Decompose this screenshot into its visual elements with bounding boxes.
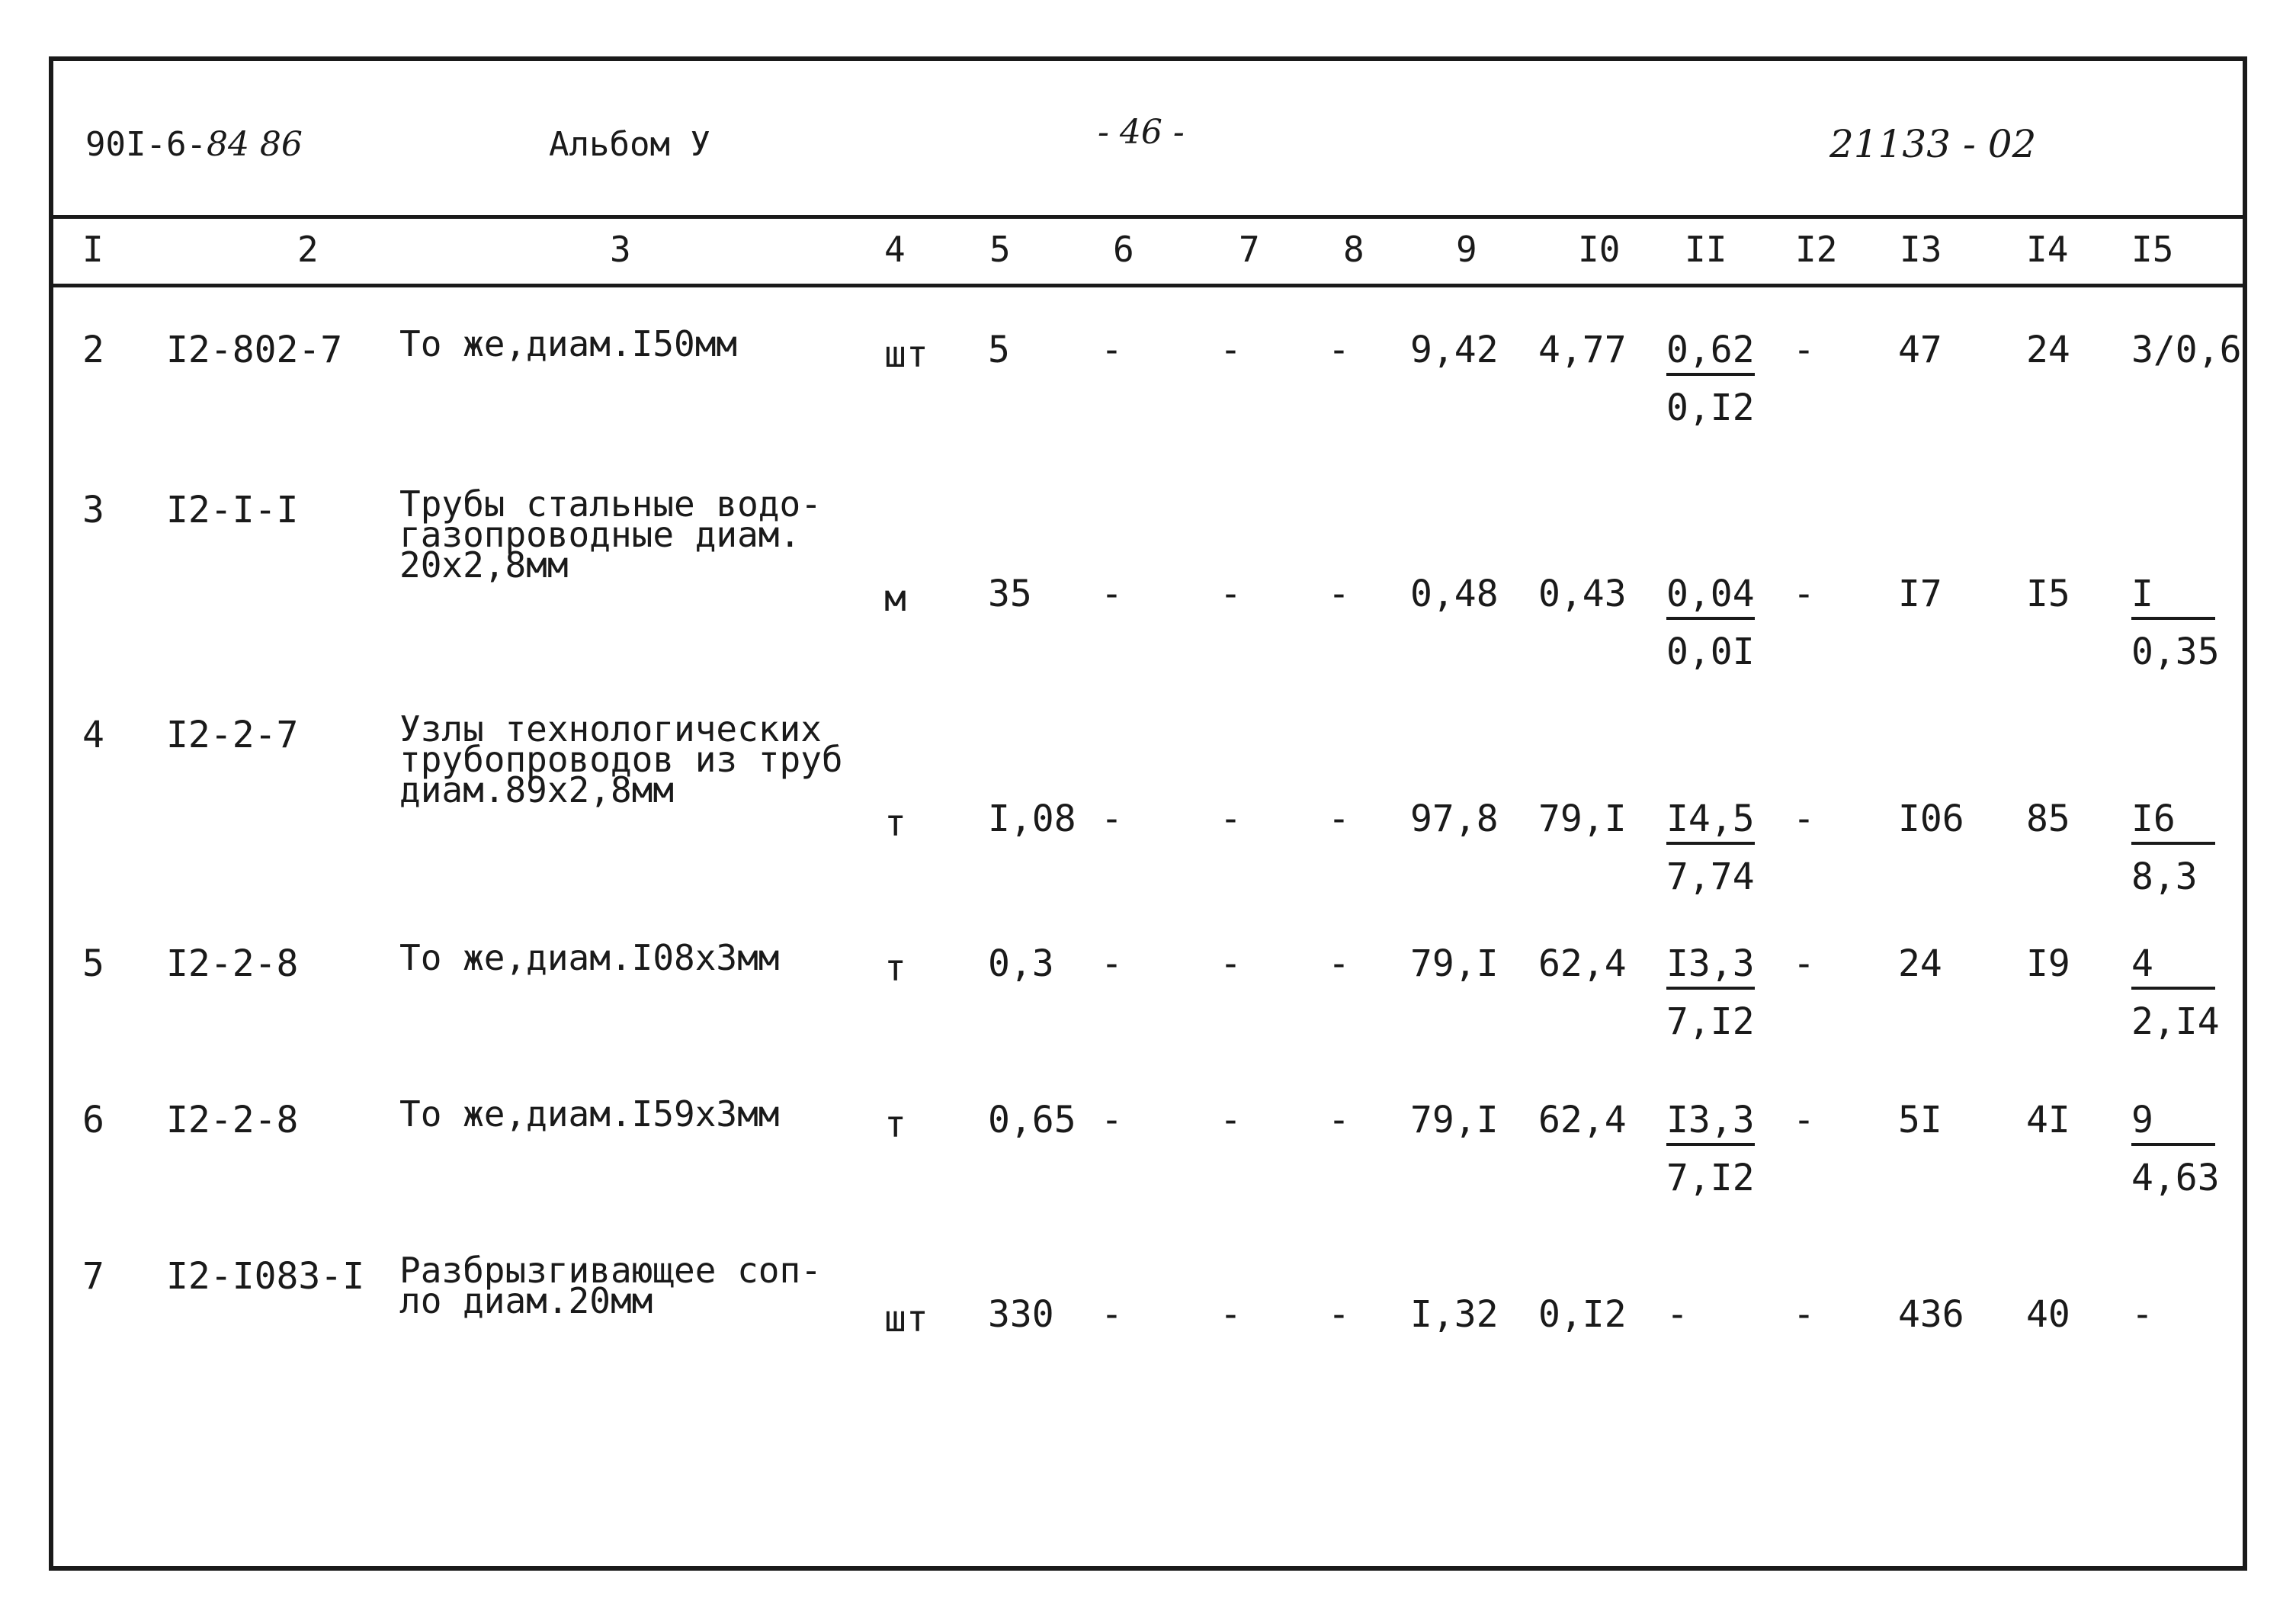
fraction-numerator: I3,3 (1666, 1102, 1755, 1146)
row-col11-fraction (1666, 329, 1755, 429)
row-col6: - (1101, 1099, 1123, 1141)
fraction-denominator: 7,I2 (1666, 1000, 1755, 1043)
description-line: 20x2,8мм (399, 544, 569, 586)
description-line: Трубы стальные водо- (399, 483, 822, 525)
fraction-numerator: 0,04 (1666, 576, 1755, 620)
row-col8: - (1328, 329, 1350, 371)
row-col8: - (1328, 1293, 1350, 1336)
row-col7: - (1220, 1293, 1242, 1336)
row-col6: - (1101, 573, 1123, 615)
row-col8: - (1328, 1099, 1350, 1141)
row-col14: 85 (2026, 798, 2070, 840)
row-col10: 62,4 (1538, 942, 1627, 985)
row-col10: 62,4 (1538, 1099, 1627, 1141)
row-col14: I5 (2026, 573, 2070, 615)
row-col10: 0,43 (1538, 573, 1627, 615)
row-col10: 4,77 (1538, 329, 1627, 371)
row-col11-fraction (1666, 573, 1755, 673)
column-header: 2 (297, 229, 319, 270)
doc-code (85, 125, 303, 164)
row-description (399, 937, 780, 978)
row-quantity: 0,3 (988, 942, 1054, 985)
row-col9: 0,48 (1410, 573, 1499, 615)
page-number: - 46 - (1098, 113, 1185, 152)
row-col12: - (1793, 329, 1815, 371)
row-col10: 0,I2 (1538, 1293, 1627, 1336)
row-col11-fraction (1666, 1099, 1755, 1199)
column-header: 3 (610, 229, 631, 270)
row-col14: I9 (2026, 942, 2070, 985)
row-col13: I06 (1898, 798, 1964, 840)
fraction-denominator: 0,0I (1666, 631, 1755, 673)
row-description (399, 323, 738, 364)
row-col6: - (1101, 942, 1123, 985)
row-code: I2-I083-I (166, 1255, 365, 1298)
row-unit: т (884, 802, 906, 845)
row-col13: I7 (1898, 573, 1942, 615)
doc-code-prefix: 90I-6- (85, 125, 207, 164)
row-col7: - (1220, 798, 1242, 840)
row-col12: - (1793, 1099, 1815, 1141)
description-line: трубопроводов из труб (399, 739, 843, 780)
fraction-denominator: 4,63 (2131, 1157, 2220, 1199)
row-col14: 24 (2026, 329, 2070, 371)
column-header: 9 (1456, 229, 1477, 270)
row-col12: - (1793, 942, 1815, 985)
row-quantity: 330 (988, 1293, 1054, 1336)
row-quantity: 0,65 (988, 1099, 1076, 1141)
row-description (399, 708, 843, 810)
row-col7: - (1220, 1099, 1242, 1141)
row-col11-fraction (1666, 798, 1755, 898)
header-rule-bottom (53, 284, 2244, 287)
description-line: То же,диам.I59x3мм (399, 1093, 780, 1135)
fraction-denominator: 2,I4 (2131, 1000, 2220, 1043)
row-code: I2-802-7 (166, 329, 343, 371)
description-line: Разбрызгивающее соп- (399, 1250, 822, 1291)
column-header: 8 (1343, 229, 1364, 270)
description-line: Узлы технологических (399, 708, 822, 750)
description-line: То же,диам.I08x3мм (399, 937, 780, 978)
doc-code-handwritten: 84 86 (206, 125, 303, 164)
fraction-numerator: 9 (2131, 1102, 2215, 1146)
row-col6: - (1101, 1293, 1123, 1336)
row-unit: т (884, 947, 906, 990)
row-col8: - (1328, 573, 1350, 615)
description-line: То же,диам.I50мм (399, 323, 738, 364)
fraction-denominator: 7,I2 (1666, 1157, 1755, 1199)
fraction-denominator: 8,3 (2131, 855, 2198, 898)
fraction-numerator: I6 (2131, 801, 2215, 845)
fraction-denominator: 7,74 (1666, 855, 1755, 898)
row-unit: т (884, 1103, 906, 1146)
row-col15: - (2131, 1293, 2153, 1336)
row-col12: - (1793, 573, 1815, 615)
row-number: 7 (82, 1255, 104, 1298)
row-code: I2-I-I (166, 489, 299, 531)
row-col8: - (1328, 942, 1350, 985)
row-number: 6 (82, 1099, 104, 1141)
row-col12: - (1793, 798, 1815, 840)
header-rule-top (53, 215, 2244, 219)
fraction-numerator: I3,3 (1666, 945, 1755, 990)
row-quantity: 5 (988, 329, 1010, 371)
description-line: диам.89x2,8мм (399, 769, 675, 810)
row-col11: - (1666, 1293, 1688, 1336)
row-col9: 79,I (1410, 1099, 1499, 1141)
column-header: I (82, 229, 104, 270)
column-header: I0 (1578, 229, 1621, 270)
row-code: I2-2-8 (166, 1099, 299, 1141)
row-col14: 4I (2026, 1099, 2070, 1141)
row-description (399, 483, 822, 586)
row-col15-fraction (2131, 942, 2220, 1043)
row-col8: - (1328, 798, 1350, 840)
row-number: 5 (82, 942, 104, 985)
column-header: 5 (989, 229, 1011, 270)
fraction-numerator: I4,5 (1666, 801, 1755, 845)
row-col12: - (1793, 1293, 1815, 1336)
row-col9: I,32 (1410, 1293, 1499, 1336)
row-col11-fraction (1666, 942, 1755, 1043)
row-quantity: 35 (988, 573, 1032, 615)
row-unit: шт (884, 333, 928, 376)
row-col10: 79,I (1538, 798, 1627, 840)
row-col15-fraction (2131, 1099, 2220, 1199)
row-col15-fraction (2131, 573, 2220, 673)
row-col14: 40 (2026, 1293, 2070, 1336)
row-col13: 436 (1898, 1293, 1964, 1336)
row-description (399, 1250, 822, 1321)
row-code: I2-2-8 (166, 942, 299, 985)
fraction-denominator: 0,I2 (1666, 387, 1755, 429)
album-label: Альбом У (549, 125, 710, 164)
row-number: 4 (82, 714, 104, 756)
column-header: I3 (1900, 229, 1942, 270)
row-col7: - (1220, 329, 1242, 371)
fraction-denominator: 0,35 (2131, 631, 2220, 673)
row-code: I2-2-7 (166, 714, 299, 756)
column-header: I5 (2131, 229, 2174, 270)
column-header: I2 (1795, 229, 1838, 270)
row-col13: 24 (1898, 942, 1942, 985)
row-col13: 47 (1898, 329, 1942, 371)
column-header: 7 (1239, 229, 1260, 270)
fraction-numerator: 4 (2131, 945, 2215, 990)
column-header: II (1685, 229, 1727, 270)
row-col7: - (1220, 942, 1242, 985)
row-unit: шт (884, 1298, 928, 1340)
fraction-numerator: I (2131, 576, 2215, 620)
row-col9: 79,I (1410, 942, 1499, 985)
row-col15: 3/0,6 (2131, 329, 2242, 371)
sheet-number: 21133 - 02 (1829, 122, 2037, 166)
row-col7: - (1220, 573, 1242, 615)
row-unit: м (884, 577, 906, 620)
row-col13: 5I (1898, 1099, 1942, 1141)
row-number: 2 (82, 329, 104, 371)
column-header: 4 (884, 229, 906, 270)
column-header: 6 (1113, 229, 1134, 270)
row-quantity: I,08 (988, 798, 1076, 840)
description-line: ло диам.20мм (399, 1280, 653, 1321)
row-number: 3 (82, 489, 104, 531)
description-line: газопроводные диам. (399, 514, 801, 555)
row-col9: 97,8 (1410, 798, 1499, 840)
row-description (399, 1093, 780, 1135)
row-col9: 9,42 (1410, 329, 1499, 371)
column-header: I4 (2026, 229, 2069, 270)
row-col6: - (1101, 329, 1123, 371)
fraction-numerator: 0,62 (1666, 332, 1755, 376)
row-col6: - (1101, 798, 1123, 840)
row-col15-fraction (2131, 798, 2215, 898)
